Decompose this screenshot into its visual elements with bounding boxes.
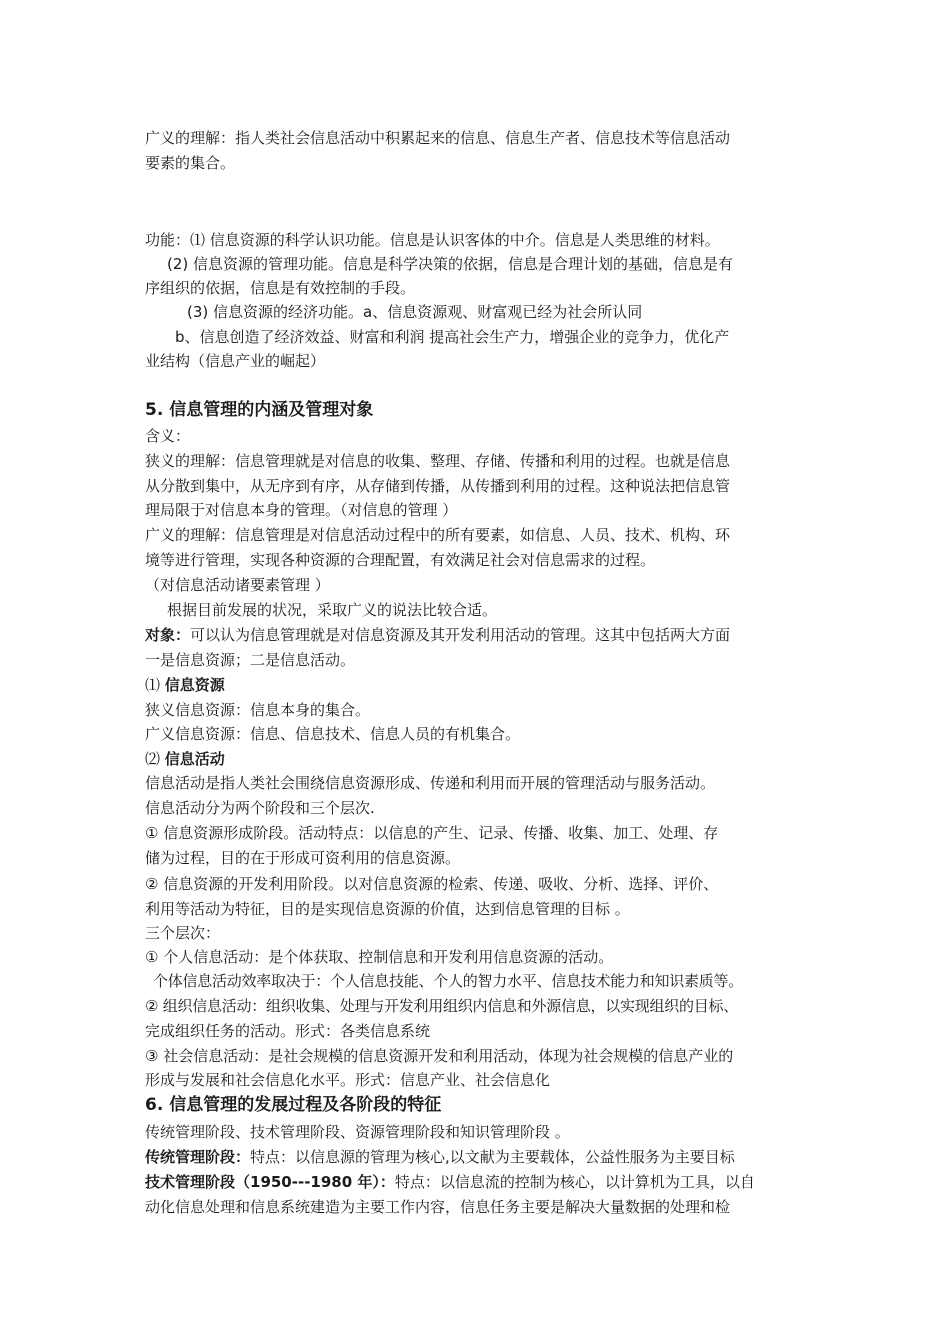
paragraph-line: 理局限于对信息本身的管理。（对信息的管理 ） [145, 501, 458, 519]
paragraph-line: ① 个人信息活动：是个体获取、控制信息和开发利用信息资源的活动。 [145, 948, 614, 966]
paragraph-line: 广义信息资源：信息、信息技术、信息人员的有机集合。 [145, 725, 521, 743]
subheading: 信息活动 [164, 750, 225, 768]
paragraph-line: 动化信息处理和信息系统建造为主要工作内容，信息任务主要是解决大量数据的处理和检 [145, 1198, 731, 1216]
paragraph-line: 储为过程，目的在于形成可资利用的信息资源。 [145, 849, 461, 867]
paragraph-line: 传统管理阶段、技术管理阶段、资源管理阶段和知识管理阶段 。 [145, 1123, 570, 1141]
paragraph-line: ② 组织信息活动：组织收集、处理与开发利用组织内信息和外源信息，以实现组织的目标、 [145, 997, 738, 1015]
paragraph-line: 信息活动是指人类社会围绕信息资源形成、传递和利用而开展的管理活动与服务活动。 [145, 774, 716, 792]
paragraph-line: (3) 信息资源的经济功能。a、信息资源观、财富观已经为社会所认同 [187, 303, 643, 321]
paragraph-line: 境等进行管理，实现各种资源的合理配置，有效满足社会对信息需求的过程。 [145, 551, 656, 569]
line-text: 可以认为信息管理就是对信息资源及其开发利用活动的管理。这其中包括两大方面 [190, 626, 731, 644]
bold-label: 对象： [145, 626, 191, 644]
paragraph-line: 形成与发展和社会信息化水平。形式：信息产业、社会信息化 [145, 1071, 551, 1089]
item-number: ⑴ [145, 676, 165, 694]
bold-label: 技术管理阶段（1950---1980 年）： [145, 1173, 395, 1191]
paragraph-line: 功能：⑴ 信息资源的科学认识功能。信息是认识客体的中介。信息是人类思维的材料。 [145, 231, 720, 249]
paragraph-line: ① 信息资源形成阶段。活动特点：以信息的产生、记录、传播、收集、加工、处理、存 [145, 824, 719, 842]
paragraph-line: 信息活动分为两个阶段和三个层次. [145, 799, 375, 817]
paragraph-line [145, 1170, 755, 1194]
paragraph-line [145, 623, 730, 647]
paragraph-line: ② 信息资源的开发利用阶段。以对信息资源的检索、传递、吸收、分析、选择、评价、 [145, 875, 719, 893]
paragraph-line: b、信息创造了经济效益、财富和利润 提高社会生产力，增强企业的竞争力，优化产 [175, 328, 730, 346]
section-heading: 5. 信息管理的内涵及管理对象 [145, 400, 374, 420]
paragraph-line: 序组织的依据，信息是有效控制的手段。 [145, 279, 416, 297]
paragraph-line: 根据目前发展的状况，采取广义的说法比较合适。 [167, 601, 498, 619]
subheading-line [145, 747, 225, 771]
line-text: 特点：以信息流的控制为核心，以计算机为工具，以自 [394, 1173, 755, 1191]
paragraph-line: 完成组织任务的活动。形式：各类信息系统 [145, 1022, 431, 1040]
item-number: ⑵ [145, 750, 165, 768]
paragraph-line: (2) 信息资源的管理功能。信息是科学决策的依据，信息是合理计划的基础，信息是有 [167, 255, 734, 273]
paragraph-line: 要素的集合。 [145, 154, 236, 172]
paragraph-line [145, 1145, 735, 1169]
bold-label: 传统管理阶段： [145, 1148, 251, 1166]
paragraph-line: 个体信息活动效率取决于：个人信息技能、个人的智力水平、信息技术能力和知识素质等。 [153, 972, 744, 990]
subheading-line [145, 673, 225, 697]
paragraph-line: 广义的理解：信息管理是对信息活动过程中的所有要素，如信息、人员、技术、机构、环 [145, 526, 731, 544]
paragraph-line: 含义： [145, 427, 191, 445]
paragraph-line: （对信息活动诸要素管理 ） [145, 576, 330, 594]
subheading: 信息资源 [164, 676, 225, 694]
paragraph-line: 狭义的理解：信息管理就是对信息的收集、整理、存储、传播和利用的过程。也就是信息 [145, 452, 731, 470]
section-heading: 6. 信息管理的发展过程及各阶段的特征 [145, 1095, 442, 1115]
paragraph-line: 三个层次： [145, 924, 221, 942]
paragraph-line: ③ 社会信息活动：是社会规模的信息资源开发和利用活动，体现为社会规模的信息产业的 [145, 1047, 734, 1065]
paragraph-line: 广义的理解：指人类社会信息活动中积累起来的信息、信息生产者、信息技术等信息活动 [145, 129, 731, 147]
line-text: 特点：以信息源的管理为核心,以文献为主要载体，公益性服务为主要目标 [250, 1148, 735, 1166]
paragraph-line: 从分散到集中，从无序到有序，从存储到传播，从传播到利用的过程。这种说法把信息管 [145, 477, 731, 495]
paragraph-line: 利用等活动为特征，目的是实现信息资源的价值，达到信息管理的目标 。 [145, 900, 630, 918]
paragraph-line: 业结构（信息产业的崛起） [145, 352, 326, 370]
paragraph-line: 狭义信息资源：信息本身的集合。 [145, 701, 371, 719]
paragraph-line: 一是信息资源；二是信息活动。 [145, 651, 356, 669]
